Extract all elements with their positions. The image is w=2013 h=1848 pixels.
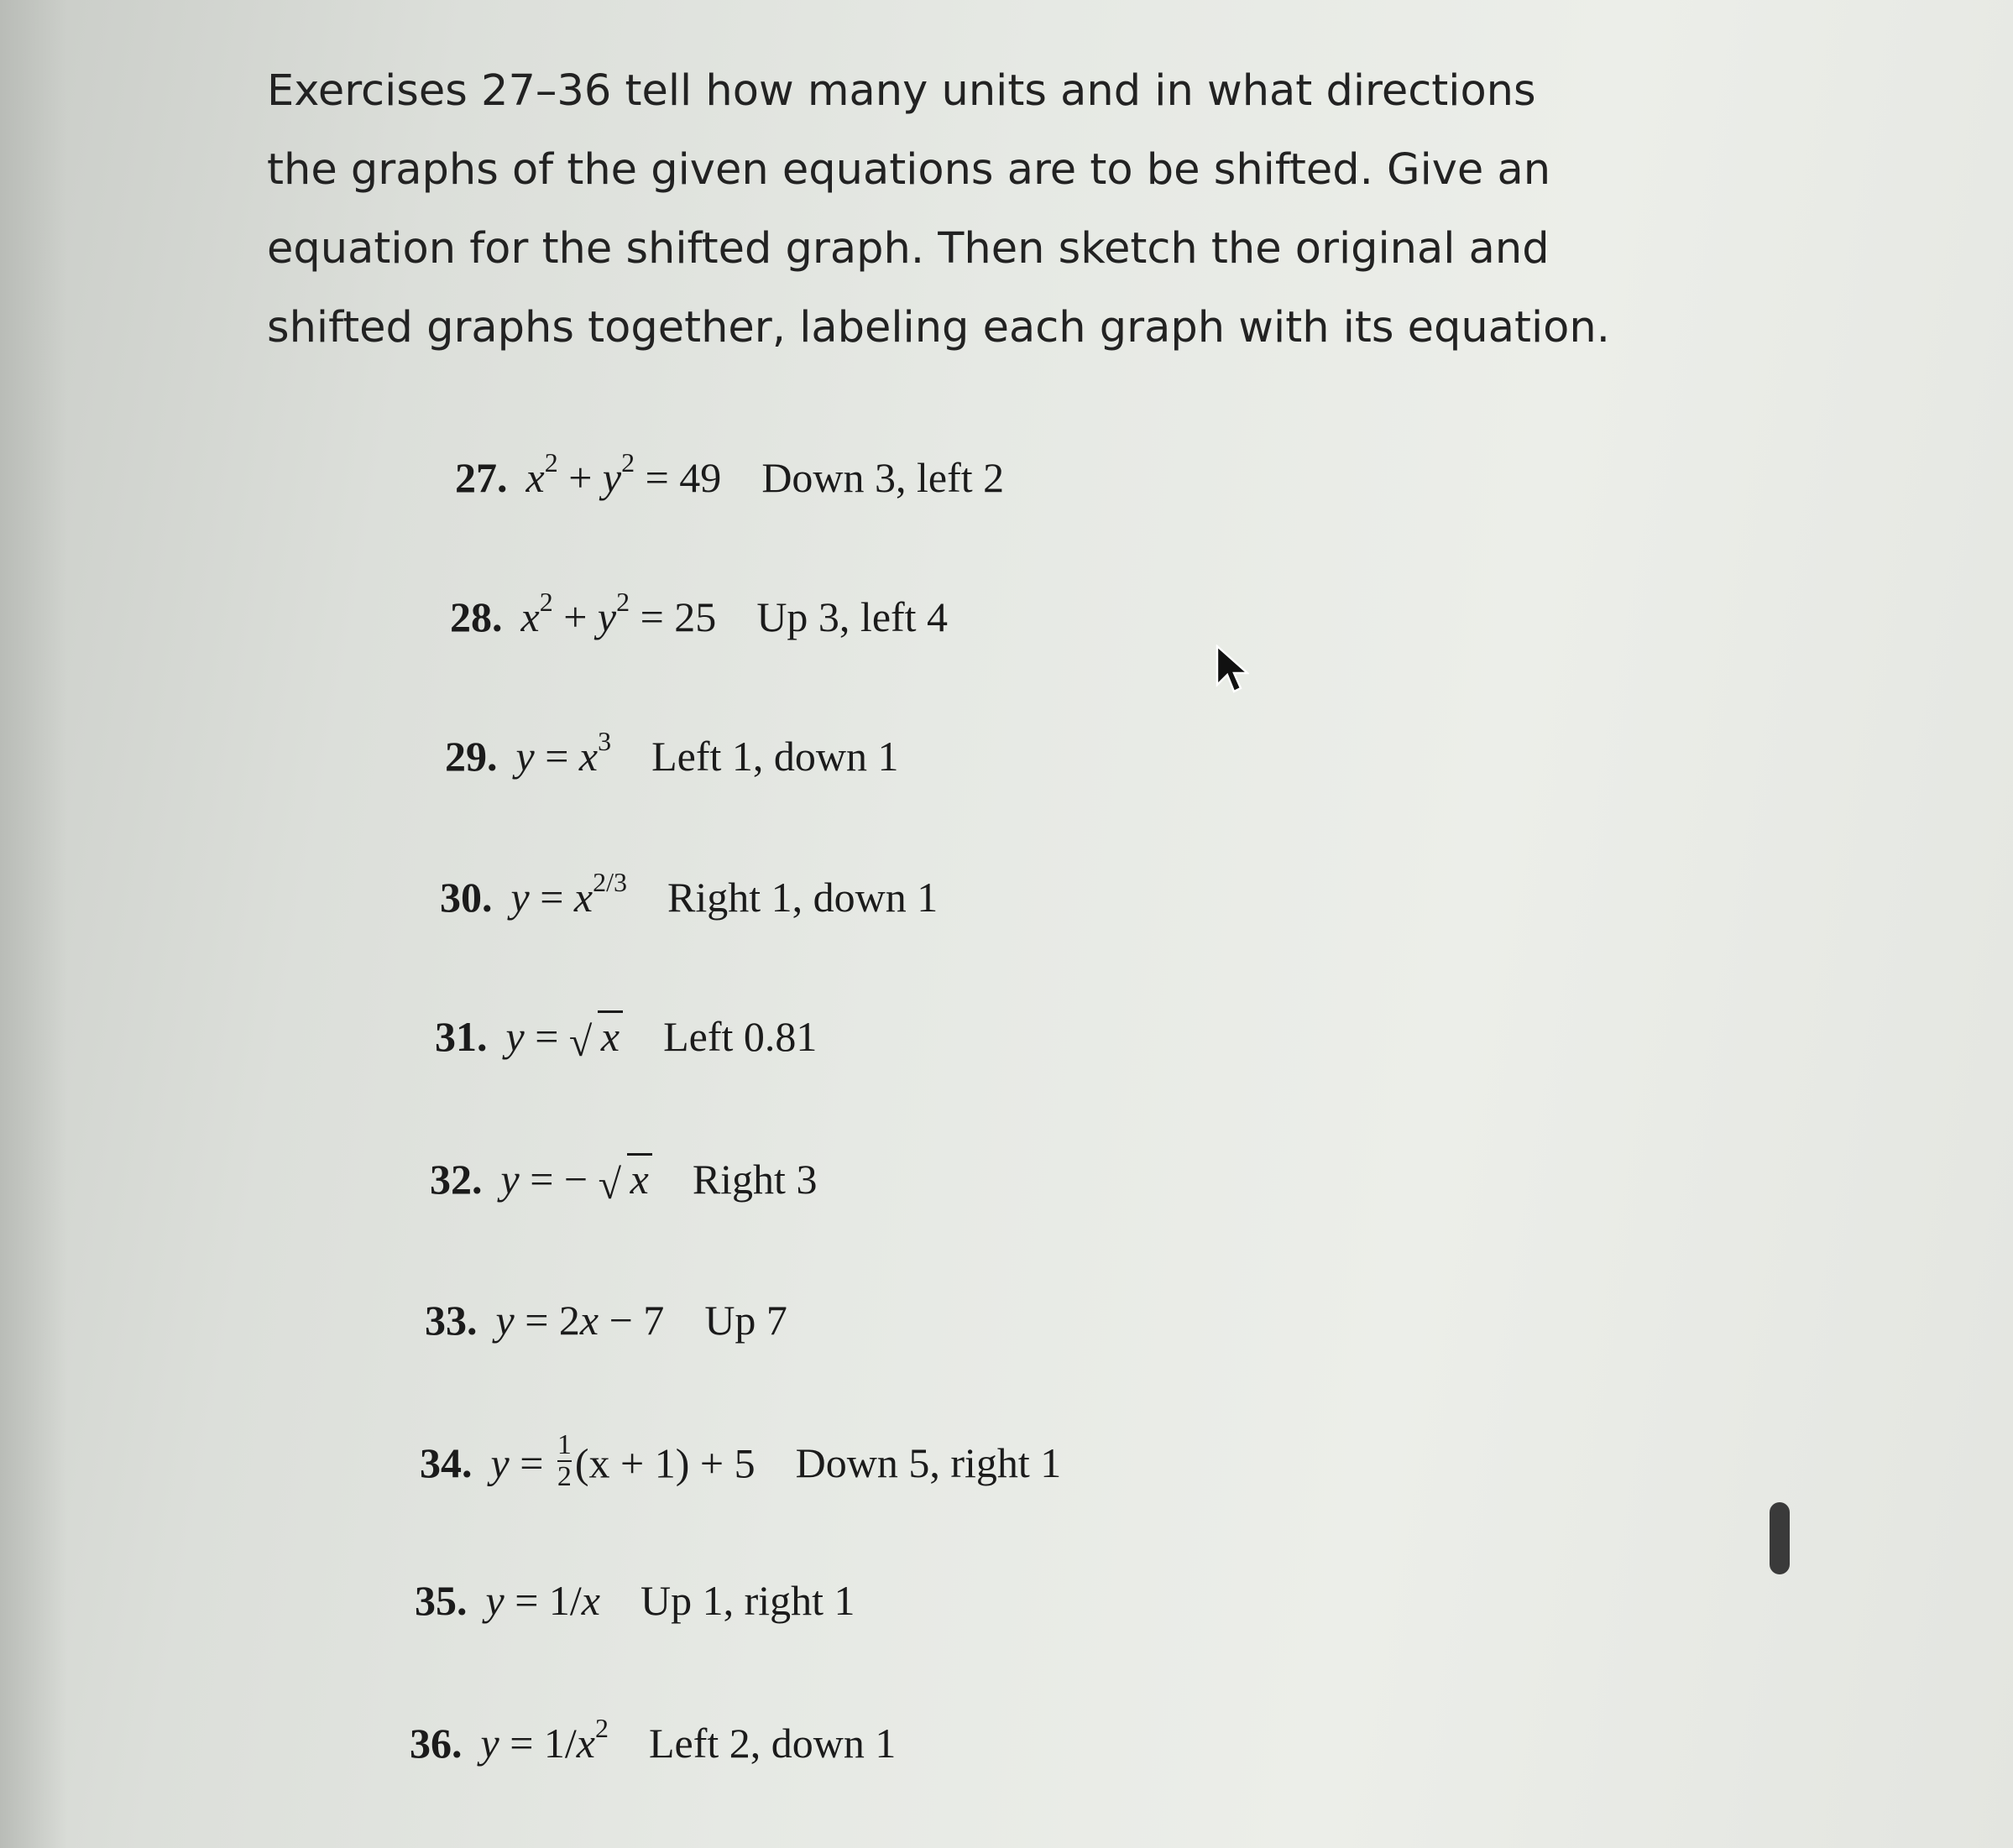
scrollbar-thumb[interactable] — [1770, 1502, 1790, 1574]
shift-direction: Up 1, right 1 — [640, 1577, 855, 1624]
exercise-32 — [430, 1155, 818, 1208]
exercise-equation: $x^2 + y^2 = 49$ — [525, 447, 722, 501]
shift-direction: Down 5, right 1 — [795, 1439, 1062, 1487]
exercise-equation: y = √ x — [506, 1012, 624, 1061]
exercise-number: 30. — [440, 874, 493, 921]
exercise-29 — [445, 726, 899, 780]
exercise-number: 32. — [430, 1156, 483, 1203]
shift-direction: Up 3, left 4 — [756, 593, 949, 640]
exercise-number: 34. — [420, 1439, 473, 1487]
exercise-33 — [425, 1296, 787, 1344]
square-root: √ x — [599, 1155, 652, 1203]
exercise-number: 28. — [450, 593, 503, 640]
exercise-equation: $y = x^{2/3}$ — [510, 867, 627, 921]
exercise-35 — [415, 1576, 855, 1625]
shift-direction: Left 1, down 1 — [651, 733, 899, 780]
exercise-equation: $y = x^3$ — [515, 726, 612, 780]
exercise-30 — [440, 867, 939, 921]
exercise-number: 31. — [435, 1013, 488, 1060]
shift-direction: Right 3 — [692, 1156, 818, 1203]
instructions-paragraph: Exercises 27–36 tell how many units and in what directions the graphs of the given equations are to be shifted. Give an equation for the shifted graph. Then sketch the original and shifted graphs together, labeling each graph with its equation. — [267, 66, 1610, 352]
exercise-36 — [410, 1713, 897, 1767]
shift-direction: Left 2, down 1 — [649, 1720, 897, 1767]
exercise-27 — [455, 447, 1005, 502]
shift-direction: Up 7 — [704, 1297, 787, 1344]
exercise-number: 33. — [425, 1297, 478, 1344]
exercise-equation: y = 2x − 7 — [495, 1297, 665, 1344]
exercise-number: 36. — [410, 1720, 463, 1767]
exercise-number: 29. — [445, 733, 498, 780]
exercise-31 — [435, 1012, 818, 1065]
mouse-pointer-icon — [1216, 645, 1249, 695]
exercise-equation: y = 1/x — [485, 1577, 600, 1624]
exercise-number: 27. — [455, 454, 508, 501]
shift-direction: Right 1, down 1 — [667, 874, 939, 921]
exercise-equation: y = − √ x — [501, 1155, 652, 1203]
shift-direction: Left 0.81 — [663, 1013, 818, 1060]
square-root: √ x — [569, 1012, 623, 1061]
exercise-equation: $y = 1/x^2$ — [480, 1713, 609, 1767]
exercise-34 — [420, 1429, 1062, 1499]
exercise-28 — [450, 587, 949, 641]
exercise-number: 35. — [415, 1577, 468, 1624]
exercise-equation: $x^2 + y^2 = 25$ — [520, 587, 717, 640]
fraction: $\frac{1}{2}$ — [557, 1429, 572, 1492]
shift-direction: Down 3, left 2 — [761, 454, 1005, 501]
exercise-equation: y = $\frac{1}{2}$ (x + 1) + 5 — [490, 1429, 756, 1492]
